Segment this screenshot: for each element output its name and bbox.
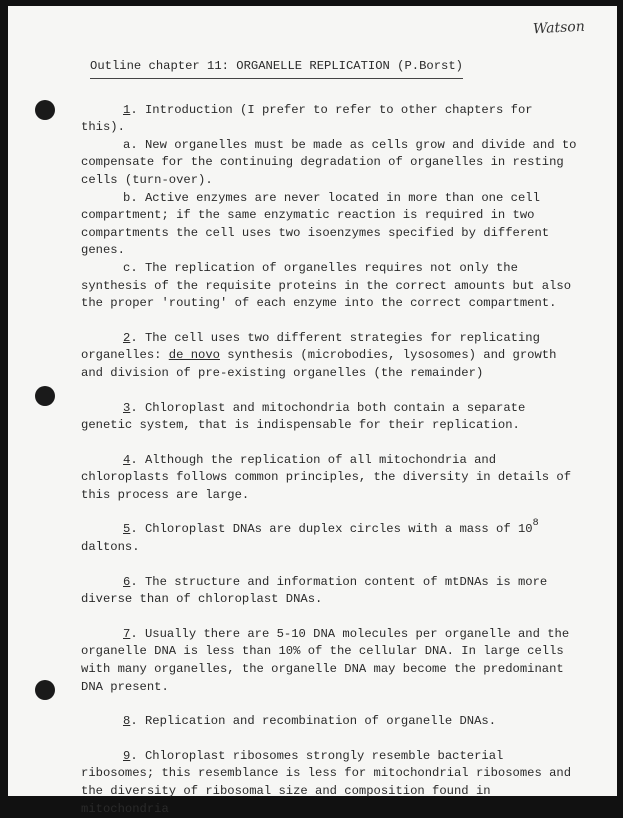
item-1b: b. Active enzymes are never located in more than one cell compartment; if the same enzymatic reaction is required in two compartments the cell uses two isoenzymes specified by different genes. (81, 190, 550, 258)
item-9: 9. Chloroplast ribosomes strongly resemble bacterial ribosomes; this resemblance is less for mitochondrial ribosomes and the diversity of ribosomal size and composition found in mitochondria (81, 748, 572, 816)
document-page (8, 6, 617, 816)
page-title: Outline chapter 11: ORGANELLE REPLICATION (P.Borst) (90, 58, 463, 79)
item-7: 7. Usually there are 5-10 DNA molecules per organelle and the organelle DNA is less than 10% of the cellular DNA. In large cells with many organelles, the organelle DNA may become the predominant DNA present. (81, 626, 570, 694)
handwritten-signature: Watson (532, 18, 586, 38)
item-6: 6. The structure and information content of mtDNAs is more diverse than of chloroplast DNAs. (81, 574, 548, 607)
item-5: 5. Chloroplast DNAs are duplex circles with a mass of $10^8$ daltons. (81, 518, 539, 555)
document-body (81, 58, 581, 818)
item-8: 8. Replication and recombination of organelle DNAs. (123, 714, 497, 729)
item-1c: c. The replication of organelles requires not only the synthesis of the requisite proteins in the correct amounts but also the proper 'routing' of each enzyme into the correct compartment. (81, 260, 572, 311)
item-1a: a. New organelles must be made as cells grow and divide and to compensate for the continuing degradation of organelles in resting cells (turn-over). (81, 137, 577, 187)
item-4: 4. Although the replication of all mitochondria and chloroplasts follows common principles, the diversity in details of this process are large. (81, 452, 572, 502)
item-3: 3. Chloroplast and mitochondria both contain a separate genetic system, that is indispensable for their replication. (81, 400, 526, 433)
item-2: 2. The cell uses two different strategies for replicating organelles: de novo synthesis (microbodies, lysosomes) and growth and division of pre-existing organelles (the remainder) (81, 330, 557, 380)
punch-hole (35, 680, 55, 700)
item-1: 1. Introduction (I prefer to refer to other chapters for this). (81, 102, 533, 135)
punch-hole (35, 386, 55, 406)
punch-hole (35, 100, 55, 120)
